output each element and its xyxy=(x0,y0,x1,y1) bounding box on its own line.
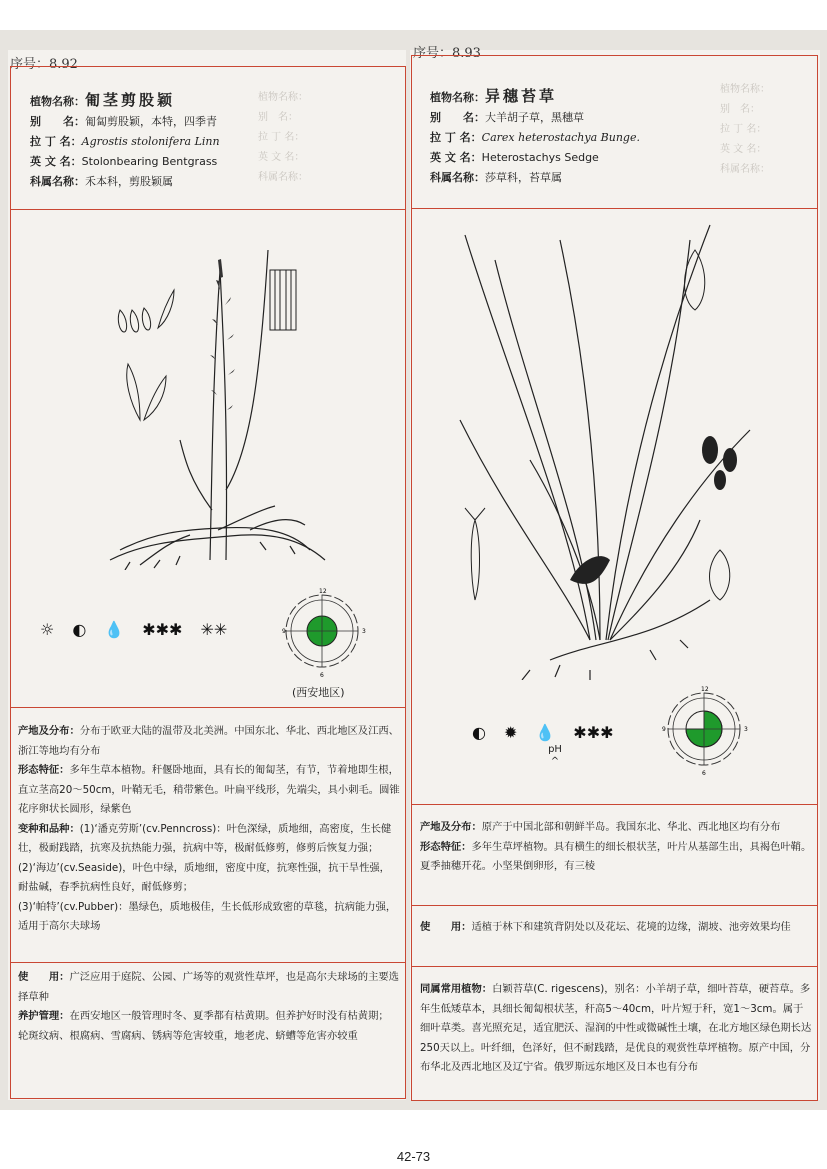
label: 形态特征： xyxy=(18,764,70,776)
right-season-dial xyxy=(662,683,752,778)
right-related xyxy=(420,980,812,1078)
label: 拉 丁 名： xyxy=(30,135,82,148)
usage-text: 广泛应用于庭院、公园、广场等的观赏性草坪，也是高尔夫球场的主要选择草种 xyxy=(18,971,399,1003)
divider xyxy=(411,905,818,906)
latin-name: Carex heterostachya Bunge. xyxy=(481,131,640,144)
habitat-text: 原产于中国北部和朝鲜半岛。我国东北、华北、西北地区均有分布 xyxy=(481,821,781,833)
label: 植物名称： xyxy=(30,95,85,108)
ph-label: pH xyxy=(548,744,562,755)
region-label: (西安地区) xyxy=(292,686,345,699)
right-usage xyxy=(420,918,812,938)
label: 别 名： xyxy=(30,115,85,128)
dial-label-3: 3 xyxy=(744,726,748,733)
right-icon-row xyxy=(472,723,614,742)
alias: 大羊胡子草，黑穗草 xyxy=(485,111,584,124)
care-text: 在西安地区一般管理时冬、夏季都有枯黄期。但养护好时没有枯黄期； xyxy=(69,1010,389,1022)
show-through-text: 植物名称： 别 名： 拉 丁 名： 英 文 名： 科属名称： xyxy=(720,84,770,175)
sun-icon: ☼ xyxy=(40,620,55,639)
dial-label-12: 12 xyxy=(701,686,709,693)
label: 产地及分布： xyxy=(420,821,482,833)
half-sun-icon: ◐ xyxy=(472,723,486,742)
english-name: Stolonbearing Bentgrass xyxy=(81,155,218,168)
plant-name: 匍茎剪股颖 xyxy=(85,91,176,109)
label: 英 文 名： xyxy=(430,151,482,164)
dial-label-6: 6 xyxy=(702,770,706,777)
serial-number: 序号：8.92 xyxy=(10,57,78,72)
left-usage xyxy=(18,968,400,1046)
divider xyxy=(10,209,406,210)
water-drop-icon: 💧 xyxy=(104,620,125,639)
family-name: 莎草科，苔草属 xyxy=(485,171,562,184)
label: 英 文 名： xyxy=(30,155,82,168)
morphology-text: 多年生草坪植物。具有横生的细长根状茎，叶片从基部生出，具褐色叶鞘。夏季抽穗开花。小坚果倒卵形，有三棱 xyxy=(420,840,812,872)
frost-stars-icon: ✳✳ xyxy=(200,620,228,639)
divider xyxy=(411,208,818,209)
english-name: Heterostachys Sedge xyxy=(481,151,599,164)
right-description xyxy=(420,818,812,877)
morphology-text: 多年生草本植物。秆偃卧地面，具有长的匍匐茎，有节，节着地即生根，直立茎高20～50cm，叶鞘无毛，稍带紫色。叶扁平线形，先端尖，具小刺毛。圆锥花序卵状长圆形，绿紫色 xyxy=(18,764,400,815)
label: 使 用： xyxy=(18,971,70,983)
variety-text: (3)‘帕特’(cv.Pubber)：墨绿色，质地极佳，生长低形成致密的草毯，抗病能力强，适用于高尔夫球场 xyxy=(18,900,397,932)
water-drop-icon: 💧 xyxy=(535,723,556,742)
ph-indicator xyxy=(545,744,565,768)
divider xyxy=(411,804,818,805)
dial-label-9: 9 xyxy=(662,726,666,733)
left-description xyxy=(18,722,400,937)
label: 产地及分布： xyxy=(18,725,80,737)
related-text: 白颖苔草(C. rigescens)，别名：小羊胡子草，细叶苔草，硬苔草。多年生低矮草本，具细长匍匐根状茎，秆高5～40cm，叶片短于秆，宽1～3cm。属于细叶草类。喜光照充足，适宜肥沃、湿润的中性或微碱性土壤，在北方地区绿色期长达250天以上。叶纤细，色泽好，但不耐践踏，是优良的观赏性草坪植物。原产中国，分布华北及西北地区及辽宁省。俄罗斯远东地区及日本也有分布 xyxy=(420,983,812,1073)
usage-text: 适植于林下和建筑背阴处以及花坛、花境的边缘，湖坡、池旁效果均佳 xyxy=(471,921,791,933)
family-name: 禾本科，剪股颖属 xyxy=(85,175,173,188)
divider xyxy=(10,962,406,963)
variety-text: (1)‘潘克劳斯’(cv.Penncross)：叶色深绿，质地细，高密度，生长健壮，极耐践踏，抗寒及抗热能力强，抗病中等，极耐低修剪，修剪后恢复力强； xyxy=(18,822,392,854)
show-through-text: 植物名称： 别 名： 拉 丁 名： 英 文 名： 科属名称： xyxy=(258,92,353,183)
cold-stars-icon: ✱✱✱ xyxy=(573,723,614,742)
left-season-dial xyxy=(282,585,372,680)
left-icon-row xyxy=(40,620,227,639)
sedge-illustration xyxy=(450,220,770,680)
dial-label-6: 6 xyxy=(320,672,324,679)
divider xyxy=(10,707,406,708)
care-text: 轮斑纹病、根腐病、雪腐病、锈病等危害较重，地老虎、蛴螬等危害亦较重 xyxy=(18,1029,358,1042)
label: 变种和品种： xyxy=(18,822,80,835)
plant-name: 异穗苔草 xyxy=(485,87,558,105)
label: 植物名称： xyxy=(430,91,485,104)
sun-icon: ✹ xyxy=(503,723,518,742)
dial-label-12: 12 xyxy=(319,588,327,595)
label: 科属名称： xyxy=(430,171,485,184)
right-info-block xyxy=(430,86,640,188)
label: 同属常用植物： xyxy=(420,983,493,995)
variety-text: (2)‘海边’(cv.Seaside)，叶色中绿，质地细，密度中度，抗寒性强，抗干旱性强，耐盐碱，春季抗病性良好，耐低修剪； xyxy=(18,861,390,893)
ph-mark: ^ xyxy=(550,756,560,767)
serial-number: 序号：8.93 xyxy=(413,46,481,61)
left-card-frame xyxy=(10,66,406,1099)
divider xyxy=(411,966,818,967)
left-info-block xyxy=(30,90,220,192)
bentgrass-illustration xyxy=(100,230,340,570)
latin-name: Agrostis stolonifera Linn xyxy=(81,135,220,148)
label: 使 用： xyxy=(420,921,472,933)
dial-label-3: 3 xyxy=(362,628,366,635)
label: 别 名： xyxy=(430,111,485,124)
alias: 匍匐剪股颖，本特，四季青 xyxy=(85,115,217,128)
page-number: 42-73 xyxy=(396,1149,431,1164)
label: 形态特征： xyxy=(420,840,472,853)
dial-label-9: 9 xyxy=(282,628,286,635)
half-sun-icon: ◐ xyxy=(72,620,87,639)
label: 科属名称： xyxy=(30,175,85,188)
label: 养护管理： xyxy=(18,1010,70,1022)
cold-stars-icon: ✱✱✱ xyxy=(142,620,183,639)
label: 拉 丁 名： xyxy=(430,131,482,144)
habitat-text: 分布于欧亚大陆的温带及北美洲。中国东北、华北、西北地区及江西、浙江等地均有分布 xyxy=(18,725,399,757)
